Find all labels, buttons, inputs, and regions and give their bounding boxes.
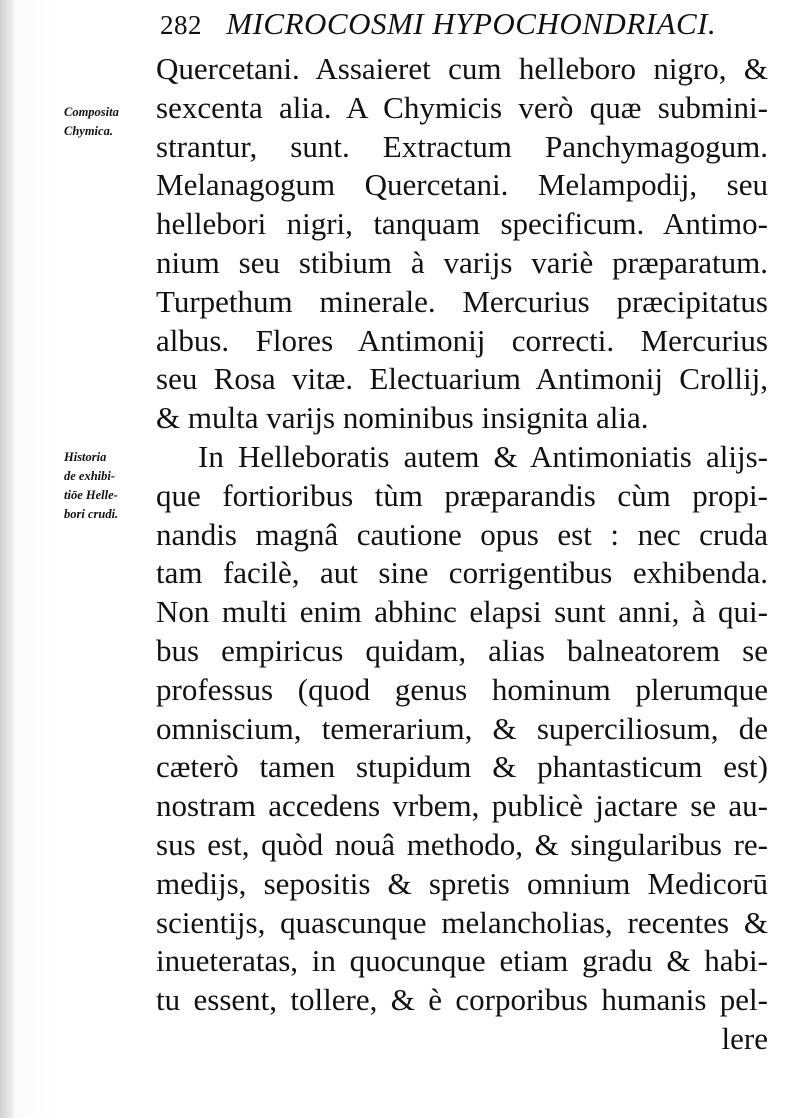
margin-note-composita — [64, 103, 156, 141]
text-line: professus (quod genus hominum plerumque — [156, 671, 768, 707]
text-line: tu essent, tollere, & è corporibus humanis pel- — [156, 982, 768, 1018]
text-line: & multa varijs nominibus insignita alia. — [156, 400, 649, 436]
text-line: albus. Flores Antimonij correcti. Mercurius — [156, 322, 768, 358]
margin-note-line: tiōe Helle- — [64, 488, 118, 502]
text-line: cæterò tamen stupidum & phantasticum est) — [156, 749, 768, 785]
margin-note-historia — [64, 448, 156, 524]
text-line: Quercetani. Assaieret cum helleboro nigro, & — [156, 51, 768, 86]
text-line: tam facilè, aut sine corrigentibus exhibenda. — [156, 555, 768, 591]
margin-note-line: bori crudi. — [64, 507, 119, 521]
text-line: Melanagogum Quercetani. Melampodij, seu — [156, 167, 768, 203]
text-line: sus est, quòd nouâ methodo, & singularibus re- — [156, 826, 768, 862]
text-line: sexcenta alia. A Chymicis verò quæ submini- — [156, 89, 768, 125]
text-line: Non multi enim abhinc elapsi sunt anni, à qui- — [156, 594, 768, 630]
margin-note-line: de exhibi- — [64, 469, 116, 483]
margin-note-line: Historia — [64, 450, 107, 464]
text-line: scientijs, quascunque melancholias, recentes & — [156, 904, 768, 940]
text-line: seu Rosa vitæ. Electuarium Antimonij Crollij, — [156, 361, 768, 397]
text-line: que fortioribus tùm præparandis cùm propi- — [156, 477, 768, 513]
main-text-block — [156, 50, 768, 1059]
page-gutter-shadow — [0, 0, 14, 1118]
running-header — [160, 6, 760, 50]
text-line: strantur, sunt. Extractum Panchymagogum. — [156, 128, 768, 164]
text-line: hellebori nigri, tanquam specificum. Antimo- — [156, 206, 768, 242]
text-line: nium seu stibium à varijs variè præparatum. — [156, 244, 768, 280]
margin-note-line: Composita — [64, 105, 119, 119]
text-line: Turpethum minerale. Mercurius præcipitatus — [156, 283, 768, 319]
margin-note-line: Chymica. — [64, 124, 113, 138]
text-line: In Helleboratis autem & Antimoniatis alijs- — [198, 438, 768, 474]
text-line: nostram accedens vrbem, publicè jactare se au- — [156, 788, 768, 824]
text-line: inueteratas, in quocunque etiam gradu & habi- — [156, 943, 768, 979]
page-number: 282 — [160, 10, 202, 40]
text-line: bus empiricus quidam, alias balneatorem se — [156, 632, 768, 668]
text-line: nandis magnâ cautione opus est : nec cruda — [156, 516, 768, 552]
text-line: medijs, sepositis & spretis omnium Medicorū — [156, 865, 768, 901]
running-title: MICROCOSMI HYPOCHONDRIACI. — [226, 6, 717, 41]
text-line: omniscium, temerarium, & superciliosum, de — [156, 710, 768, 746]
catchword: lere — [721, 1020, 768, 1056]
